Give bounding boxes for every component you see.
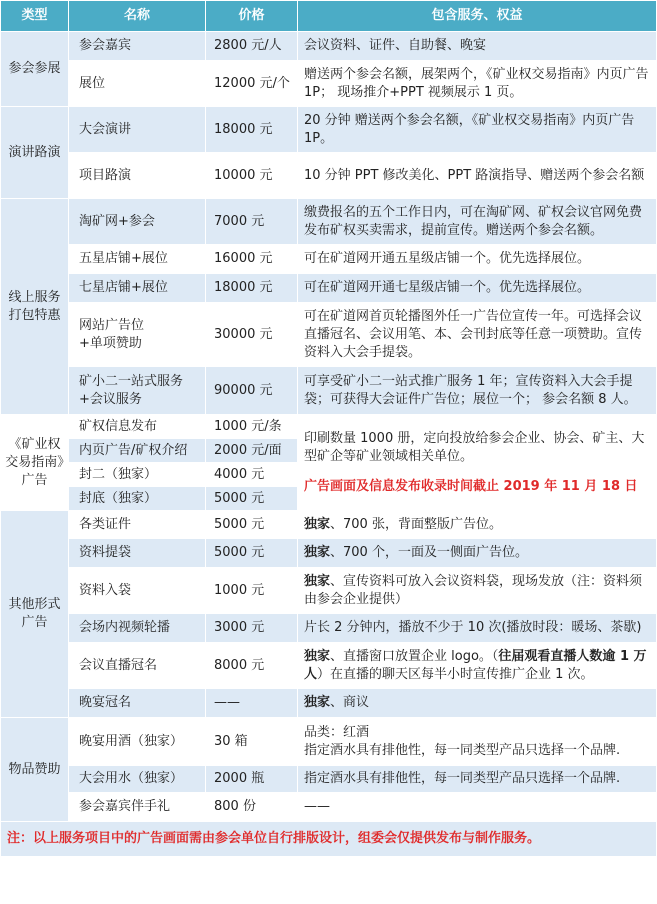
item-name: 内页广告/矿权介绍	[69, 439, 206, 463]
item-name: 晚宴冠名	[69, 689, 206, 718]
header-type: 类型	[1, 1, 69, 32]
category-cell: 演讲路演	[1, 107, 69, 199]
item-price: 5000 元	[206, 487, 298, 511]
item-name-line: 矿小二一站式服务	[79, 373, 184, 389]
note-row	[1, 822, 657, 857]
item-service-text: 、宣传资料可放入会议资料袋，现场发放（注：资料须由参会企业提供）	[304, 573, 643, 607]
item-service: 指定酒水具有排他性，每一同类型产品只选择一个品牌.	[298, 766, 657, 793]
item-name: 项目路演	[69, 153, 206, 199]
guide-service-text: 印刷数量 1000 册，定向投放给参会企业、协会、矿主、大型矿企等矿业领域相关单位。	[304, 430, 645, 464]
item-service-text: 、商议	[330, 695, 370, 710]
item-name: 资料提袋	[69, 539, 206, 568]
item-service	[298, 539, 657, 568]
item-service: 可在矿道网开通七星级店铺一个。优先选择展位。	[298, 274, 657, 303]
item-price: 3000 元	[206, 614, 298, 643]
category-cell: 《矿业权交易指南》广告	[1, 415, 69, 511]
table-row	[1, 32, 657, 61]
category-cell: 线上服务打包特惠	[1, 199, 69, 415]
item-price: 16000 元	[206, 245, 298, 274]
item-price: 7000 元	[206, 199, 298, 245]
exclusive-label: 独家	[304, 695, 331, 710]
item-price: 8000 元	[206, 643, 298, 689]
item-price: 30 箱	[206, 718, 298, 766]
table-row	[1, 367, 657, 415]
table-row	[1, 153, 657, 199]
item-price: 5000 元	[206, 539, 298, 568]
table-row	[1, 793, 657, 822]
item-price: 5000 元	[206, 511, 298, 539]
item-service: 片长 2 分钟内，播放不少于 10 次(播放时段：暖场、茶歇)	[298, 614, 657, 643]
item-name: 封二（独家）	[69, 463, 206, 487]
table-row	[1, 274, 657, 303]
item-service-line: 指定酒水具有排他性，每一同类型产品只选择一个品牌.	[304, 742, 621, 758]
item-service	[298, 718, 657, 766]
guide-service-cell	[298, 415, 657, 511]
deadline-notice: 广告画面及信息发布收录时间截止 2019 年 11 月 18 日	[304, 478, 638, 494]
table-row	[1, 303, 657, 367]
item-price: 10000 元	[206, 153, 298, 199]
table-header	[1, 1, 657, 32]
item-service: 缴费报名的五个工作日内，可在淘矿网、矿权会议官网免费发布矿权买卖需求，提前宣传。赠送两个参会名额。	[298, 199, 657, 245]
item-name: 大会用水（独家）	[69, 766, 206, 793]
item-service-text: 、直播窗口放置企业 logo。（	[330, 648, 499, 664]
item-service	[298, 643, 657, 689]
item-name: 参会嘉宾伴手礼	[69, 793, 206, 822]
item-price: 90000 元	[206, 367, 298, 415]
item-name-line: 网站广告位	[79, 317, 145, 333]
category-cell: 物品赞助	[1, 718, 69, 822]
item-price: 4000 元	[206, 463, 298, 487]
item-price: 12000 元/个	[206, 61, 298, 107]
item-service: 可在矿道网开通五星级店铺一个。优先选择展位。	[298, 245, 657, 274]
item-name-line: +单项赞助	[79, 335, 142, 351]
item-price: 2000 瓶	[206, 766, 298, 793]
header-service: 包含服务、权益	[298, 1, 657, 32]
table-row	[1, 539, 657, 568]
item-name: 各类证件	[69, 511, 206, 539]
item-service: 10 分钟 PPT 修改美化、PPT 路演指导、赠送两个参会名额	[298, 153, 657, 199]
item-service	[298, 511, 657, 539]
item-service: ——	[298, 793, 657, 822]
item-price: ——	[206, 689, 298, 718]
exclusive-label: 独家	[304, 648, 331, 664]
item-name: 会场内视频轮播	[69, 614, 206, 643]
item-service-text: 、700 张，背面整版广告位。	[330, 516, 502, 532]
item-service: 可享受矿小二一站式推广服务 1 年；宣传资料入大会手提袋；可获得大会证件广告位；展位一个； 参会名额 8 人。	[298, 367, 657, 415]
footer-note: 注：以上服务项目中的广告画面需由参会单位自行排版设计，组委会仅提供发布与制作服务。	[1, 822, 657, 857]
item-service	[298, 689, 657, 718]
table-row	[1, 107, 657, 153]
table-row	[1, 245, 657, 274]
item-price: 18000 元	[206, 107, 298, 153]
item-service-text: ）在直播的聊天区每半小时宣传推广企业 1 次。	[317, 666, 594, 682]
table-row	[1, 415, 657, 439]
table-row	[1, 61, 657, 107]
header-price: 价格	[206, 1, 298, 32]
item-name: 会议直播冠名	[69, 643, 206, 689]
item-service: 可在矿道网首页轮播图外任一广告位宣传一年。可选择会议直播冠名、会议用笔、本、会刊封底等任意一项赞助。宣传资料入大会手提袋。	[298, 303, 657, 367]
item-service	[298, 568, 657, 614]
table-row	[1, 689, 657, 718]
item-name: 七星店铺+展位	[69, 274, 206, 303]
exclusive-label: 独家	[304, 573, 331, 589]
table-row	[1, 511, 657, 539]
item-service: 20 分钟 赠送两个参会名额，《矿业权交易指南》内页广告 1P。	[298, 107, 657, 153]
item-name	[69, 303, 206, 367]
item-name: 展位	[69, 61, 206, 107]
table-row	[1, 643, 657, 689]
table-row	[1, 568, 657, 614]
item-service: 会议资料、证件、自助餐、晚宴	[298, 32, 657, 61]
item-name: 大会演讲	[69, 107, 206, 153]
item-price: 800 份	[206, 793, 298, 822]
audience-highlight: 往届观看直播人数逾 1 万人	[304, 648, 647, 682]
exclusive-label: 独家	[304, 545, 331, 560]
item-name: 参会嘉宾	[69, 32, 206, 61]
item-price: 30000 元	[206, 303, 298, 367]
item-price: 2800 元/人	[206, 32, 298, 61]
table-row	[1, 718, 657, 766]
item-service-text: 、700 个，一面及一侧面广告位。	[330, 545, 528, 560]
item-service: 赠送两个参会名额，展架两个，《矿业权交易指南》内页广告 1P； 现场推介+PPT 视频展示 1 页。	[298, 61, 657, 107]
exclusive-label: 独家	[304, 516, 331, 532]
item-name: 淘矿网+参会	[69, 199, 206, 245]
category-cell: 参会参展	[1, 32, 69, 107]
item-price: 1000 元/条	[206, 415, 298, 439]
item-name	[69, 367, 206, 415]
item-name-line: +会议服务	[79, 391, 142, 407]
category-cell: 其他形式广告	[1, 511, 69, 718]
item-price: 2000 元/面	[206, 439, 298, 463]
item-name: 封底（独家）	[69, 487, 206, 511]
table-row	[1, 766, 657, 793]
table-row	[1, 199, 657, 245]
item-price: 1000 元	[206, 568, 298, 614]
item-service-line: 品类：红酒	[304, 724, 370, 740]
item-name: 五星店铺+展位	[69, 245, 206, 274]
item-name: 资料入袋	[69, 568, 206, 614]
item-price: 18000 元	[206, 274, 298, 303]
header-name: 名称	[69, 1, 206, 32]
item-name: 矿权信息发布	[69, 415, 206, 439]
item-name: 晚宴用酒（独家）	[69, 718, 206, 766]
table-row	[1, 614, 657, 643]
